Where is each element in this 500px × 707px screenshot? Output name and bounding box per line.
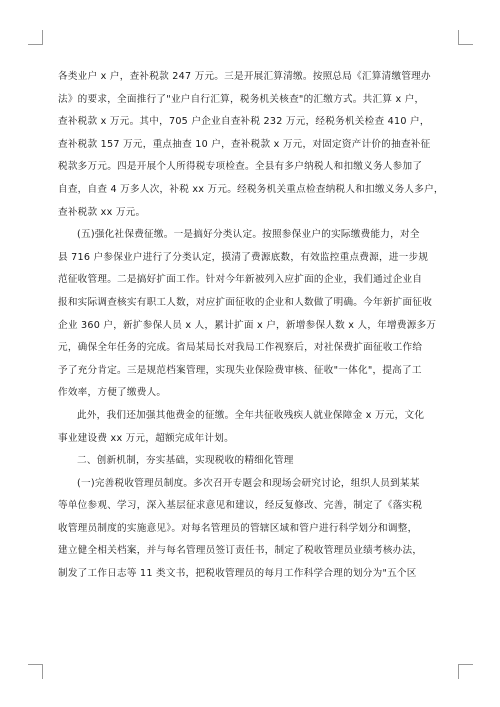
text-line: 法》的要求，全面推行了"业户自行汇算，税务机关核查"的汇缴方式。共汇算 x 户， xyxy=(58,93,425,105)
text-line: 企业 360 户，新扩参保人员 x 人，累计扩面 x 户，新增参保人数 x 人，年增费源多万 xyxy=(58,319,437,331)
text-line: 建立健全相关档案，并与每名管理员签订责任书，制定了税收管理员业绩考核办法， xyxy=(58,545,423,557)
text-line: 报和实际调查核实有职工人数，对应扩面征收的企业和人数做了明确。今年新扩面征收 xyxy=(58,296,433,308)
text-line: 制发了工作日志等 11 类文书，把税收管理员的每月工作科学合理的划分为"五个区 xyxy=(58,568,417,580)
text-line: 税款多万元。四是开展个人所得税专项检查。全县有多户纳税人和扣缴义务人参加了 xyxy=(58,161,423,173)
text-line: 二、创新机制，夯实基础，实现税收的精细化管理 xyxy=(77,455,294,467)
crop-mark-top-left xyxy=(28,30,43,45)
crop-mark-top-right xyxy=(458,30,473,45)
text-line: 自查，自查 4 万多人次，补税 xx 万元。经税务机关重点检查纳税人和扣缴义务人多户， xyxy=(58,183,444,195)
text-line: 县 716 户参保业户进行了分类认定，摸清了费源底数，有效监控重点费源，进一步规 xyxy=(58,251,429,263)
text-line: 范征收管理。二是搞好扩面工作。针对今年新被列入应扩面的企业，我们通过企业自 xyxy=(58,274,423,286)
text-line: 元，确保全年任务的完成。省局某局长对我局工作视察后，对社保费扩面征收工作给 xyxy=(58,342,423,354)
text-line: 作效率，方便了缴费人。 xyxy=(58,387,167,399)
text-line: 事业建设费 xx 万元，超额完成年计划。 xyxy=(58,432,234,444)
text-line: 予了充分肯定。三是规范档案管理，实现失业保险费审核、征收"一体化"，提高了工 xyxy=(58,364,422,376)
text-line: 查补税款 x 万元。其中，705 户企业自查补税 232 万元，经税务机关检查 410 户， xyxy=(58,116,430,128)
text-line: 等单位参观、学习，深入基层征求意见和建议，经反复修改、完善，制定了《落实税 xyxy=(58,500,423,512)
text-line: 此外，我们还加强其他费金的征缴。全年共征收残疾人就业保障金 x 万元，文化 xyxy=(77,409,425,421)
text-line: (一)完善税收管理员制度。多次召开专题会和现场会研究讨论，组织人员到某某 xyxy=(77,477,420,489)
text-line: (五)强化社保费征缴。一是搞好分类认定。按照参保业户的实际缴费能力，对全 xyxy=(77,229,420,241)
text-line: 收管理员制度的实施意见》。对每名管理员的管辖区域和管户进行科学划分和调整， xyxy=(58,522,418,534)
text-line: 查补税款 157 万元，重点抽查 10 户，查补税款 x 万元，对固定资产计价的抽查补征 xyxy=(58,138,431,150)
document-body xyxy=(58,66,453,586)
text-line: 查补税款 xx 万元。 xyxy=(58,206,146,218)
crop-mark-bottom-left xyxy=(28,664,43,679)
crop-mark-bottom-right xyxy=(458,664,473,679)
text-line: 各类业户 x 户，查补税款 247 万元。三是开展汇算清缴。按照总局《汇算清缴管理办 xyxy=(58,71,431,82)
